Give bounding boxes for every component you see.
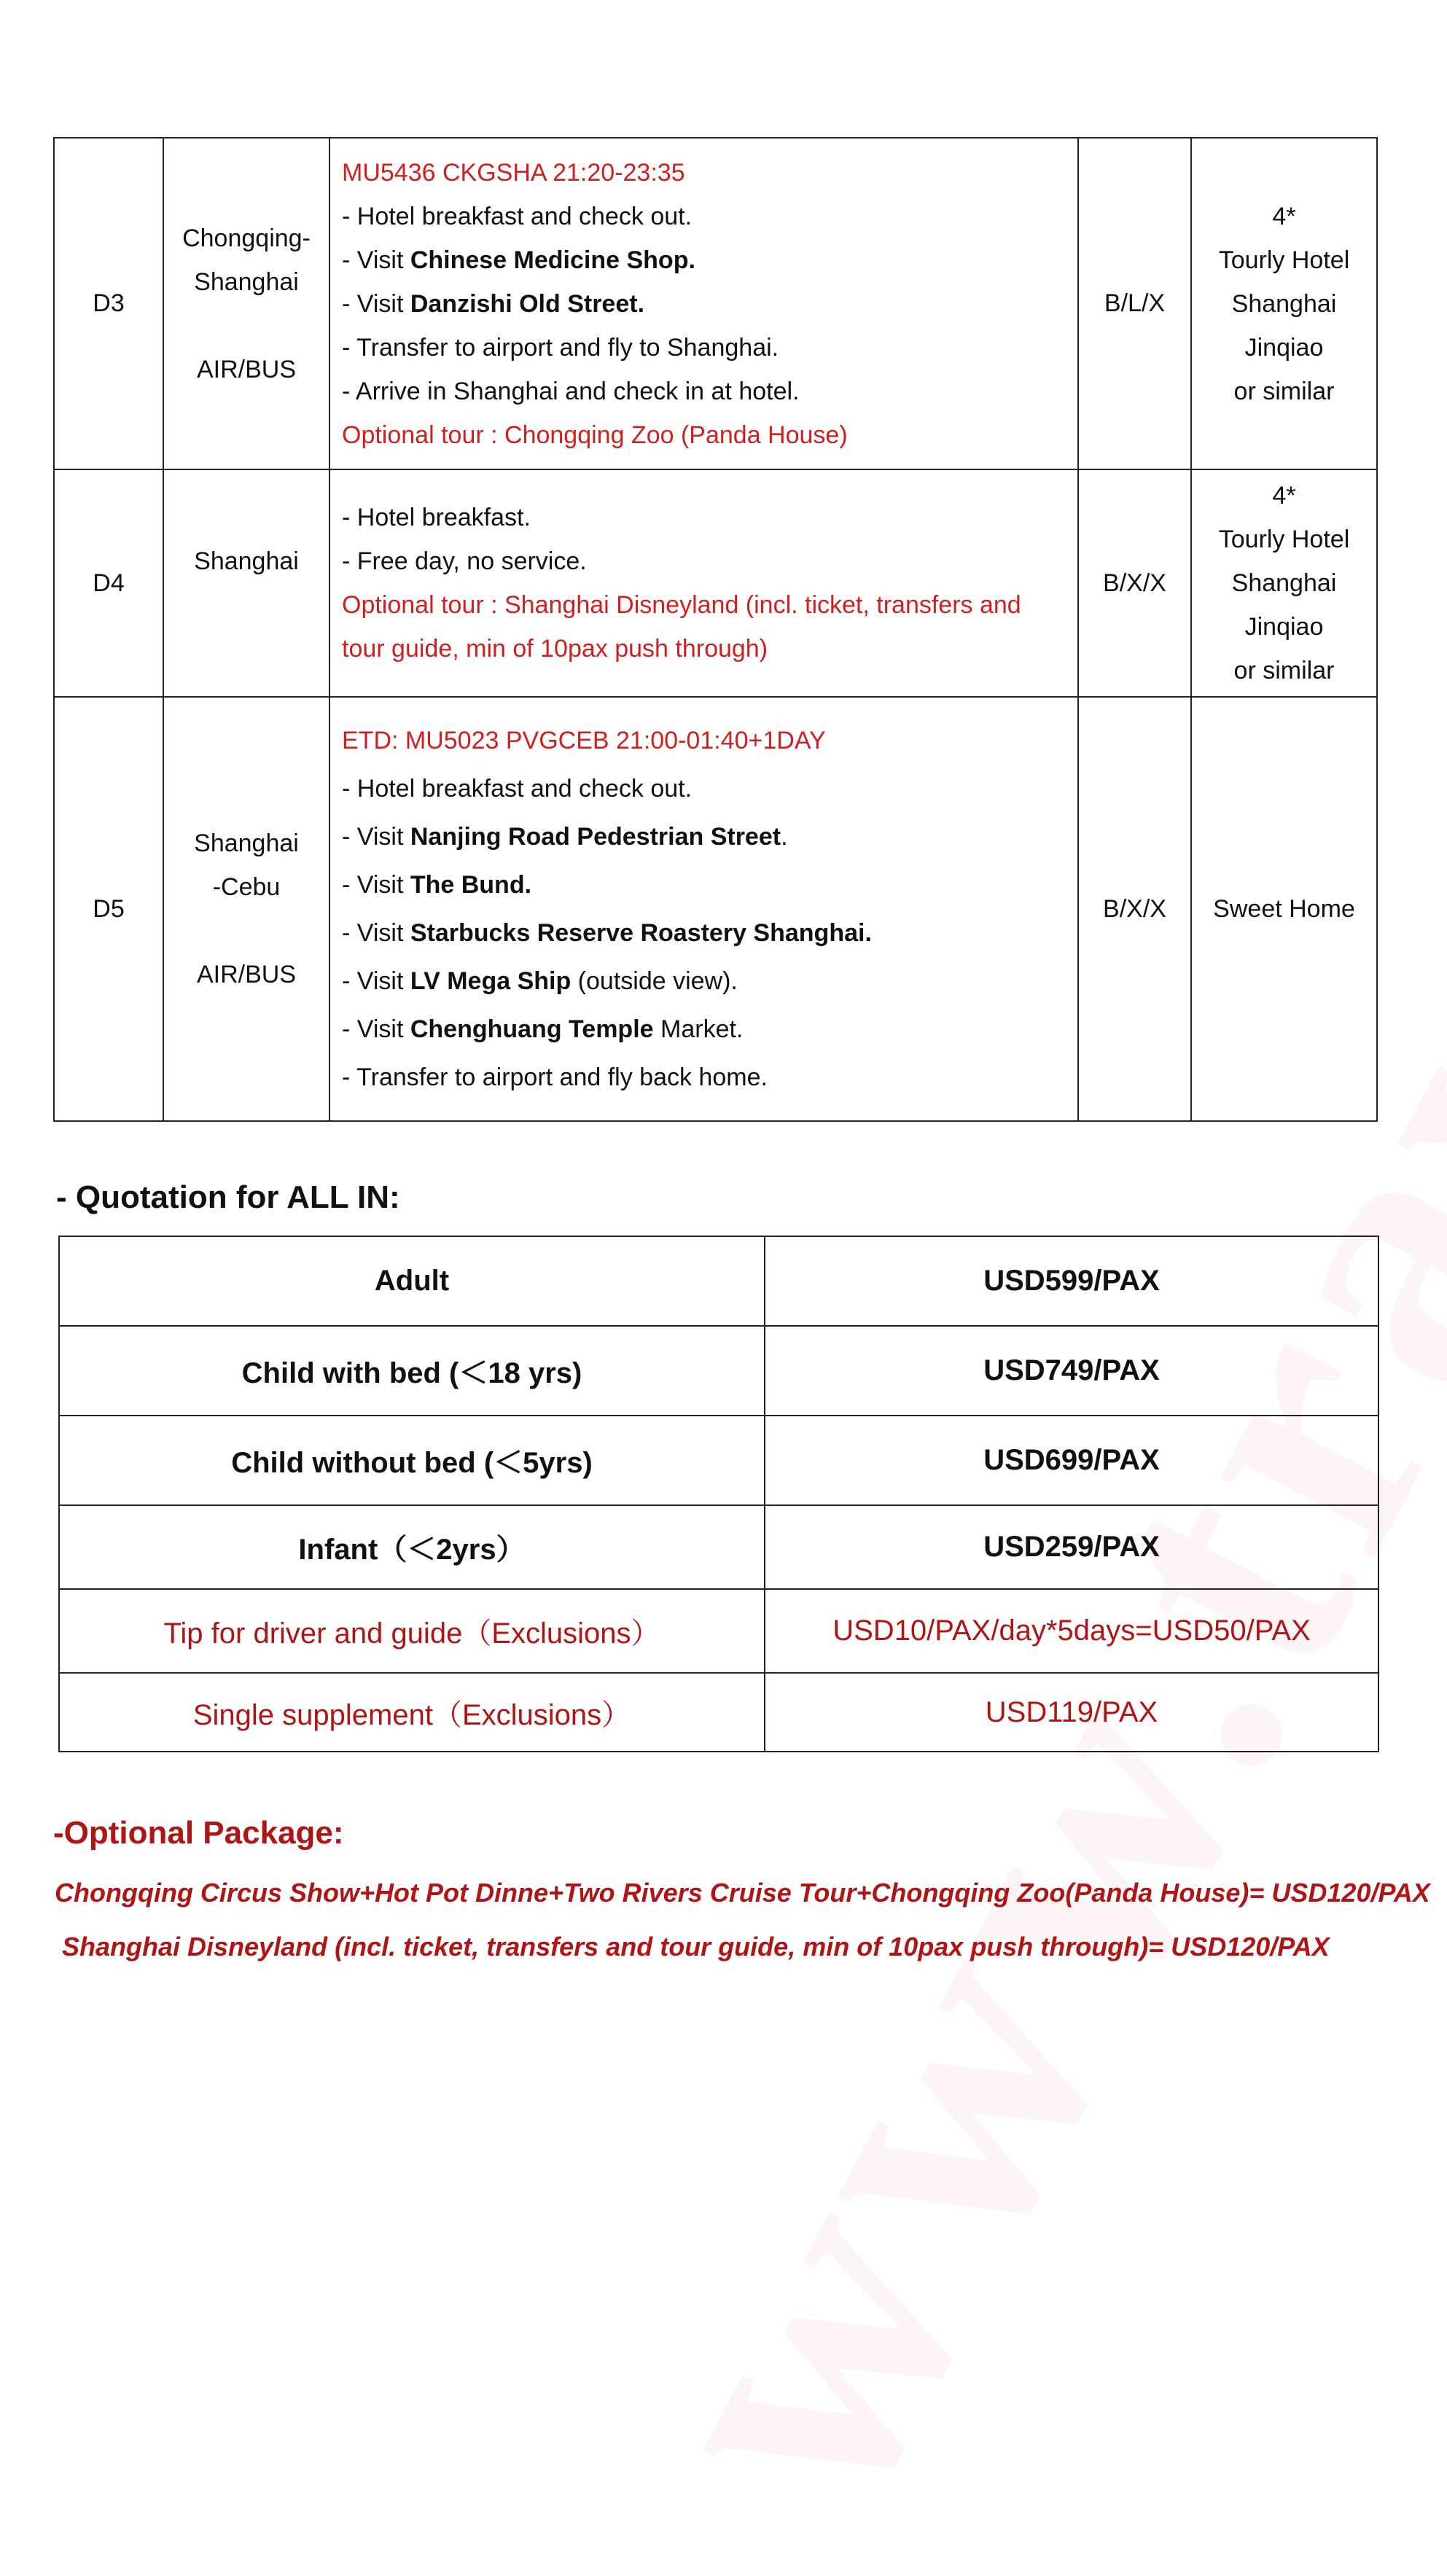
table-row [59, 1326, 1378, 1416]
route-cell: Shanghai [163, 469, 329, 697]
list-item: - Hotel breakfast and check out. [342, 202, 693, 230]
description-cell [329, 469, 1078, 697]
route-cell: Shanghai -Cebu AIR/BUS [163, 697, 329, 1121]
table-row [59, 1673, 1378, 1752]
quotation-title: - Quotation for ALL IN: [56, 1179, 400, 1215]
list-item: - Visit LV Mega Ship (outside view). [342, 967, 738, 995]
hotel-cell: 4* Tourly Hotel Shanghai Jinqiao or similar [1191, 469, 1377, 697]
flight-info: MU5436 CKGSHA 21:20-23:35 [342, 158, 685, 187]
optional-package-line: Shanghai Disneyland (incl. ticket, transfers and tour guide, min of 10pax push through)= USD120/PAX [62, 1932, 1330, 1962]
price-label: Infant（＜2yrs） [59, 1505, 765, 1589]
itinerary-row-d4 [54, 469, 1377, 697]
itinerary-table [53, 137, 1378, 1122]
table-row [59, 1416, 1378, 1505]
price-label: Adult [59, 1236, 765, 1326]
flight-info: ETD: MU5023 PVGCEB 21:00-01:40+1DAY [342, 727, 826, 754]
table-row [59, 1589, 1378, 1673]
list-item: - Free day, no service. [342, 547, 587, 575]
list-item: - Transfer to airport and fly to Shanghai. [342, 333, 779, 362]
list-item: - Visit Starbucks Reserve Roastery Shanghai. [342, 919, 872, 947]
price-value: USD699/PAX [765, 1416, 1378, 1505]
list-item: - Visit The Bund. [342, 871, 532, 899]
list-item: - Transfer to airport and fly back home. [342, 1063, 768, 1091]
price-value: USD119/PAX [765, 1673, 1378, 1752]
day-cell: D3 [54, 138, 163, 469]
day-cell: D5 [54, 697, 163, 1121]
meals-cell: B/L/X [1078, 138, 1191, 469]
quotation-table [58, 1236, 1379, 1752]
meals-cell: B/X/X [1078, 697, 1191, 1121]
list-item: - Arrive in Shanghai and check in at hotel. [342, 377, 800, 405]
table-row [59, 1236, 1378, 1326]
list-item: - Visit Chinese Medicine Shop. [342, 246, 695, 274]
hotel-cell: 4* Tourly Hotel Shanghai Jinqiao or similar [1191, 138, 1377, 469]
description-cell [329, 138, 1078, 469]
itinerary-row-d5 [54, 697, 1377, 1121]
price-label: Child with bed (＜18 yrs) [59, 1326, 765, 1416]
price-label: Child without bed (＜5yrs) [59, 1416, 765, 1505]
optional-package-line: Chongqing Circus Show+Hot Pot Dinne+Two Rivers Cruise Tour+Chongqing Zoo(Panda House)= USD120/PAX [55, 1878, 1430, 1908]
optional-tour: Optional tour : Chongqing Zoo (Panda House) [342, 421, 848, 449]
list-item: - Hotel breakfast. [342, 504, 531, 531]
day-cell: D4 [54, 469, 163, 697]
list-item: - Visit Chenghuang Temple Market. [342, 1015, 744, 1043]
route-cell: Chongqing- Shanghai AIR/BUS [163, 138, 329, 469]
list-item: - Visit Nanjing Road Pedestrian Street. [342, 823, 788, 851]
hotel-cell: Sweet Home [1191, 697, 1377, 1121]
list-item: - Visit Danzishi Old Street. [342, 289, 645, 318]
itinerary-row-d3 [54, 138, 1377, 469]
price-label: Tip for driver and guide（Exclusions） [59, 1589, 765, 1673]
price-label: Single supplement（Exclusions） [59, 1673, 765, 1752]
optional-tour: Optional tour : Shanghai Disneyland (incl. ticket, transfers and tour guide, min of 10pax push through) [342, 591, 1021, 663]
price-value: USD749/PAX [765, 1326, 1378, 1416]
list-item: - Hotel breakfast and check out. [342, 775, 693, 803]
meals-cell: B/X/X [1078, 469, 1191, 697]
description-cell [329, 697, 1078, 1121]
price-value: USD259/PAX [765, 1505, 1378, 1589]
table-row [59, 1505, 1378, 1589]
price-value: USD10/PAX/day*5days=USD50/PAX [765, 1589, 1378, 1673]
optional-package-title: -Optional Package: [53, 1815, 344, 1851]
price-value: USD599/PAX [765, 1236, 1378, 1326]
